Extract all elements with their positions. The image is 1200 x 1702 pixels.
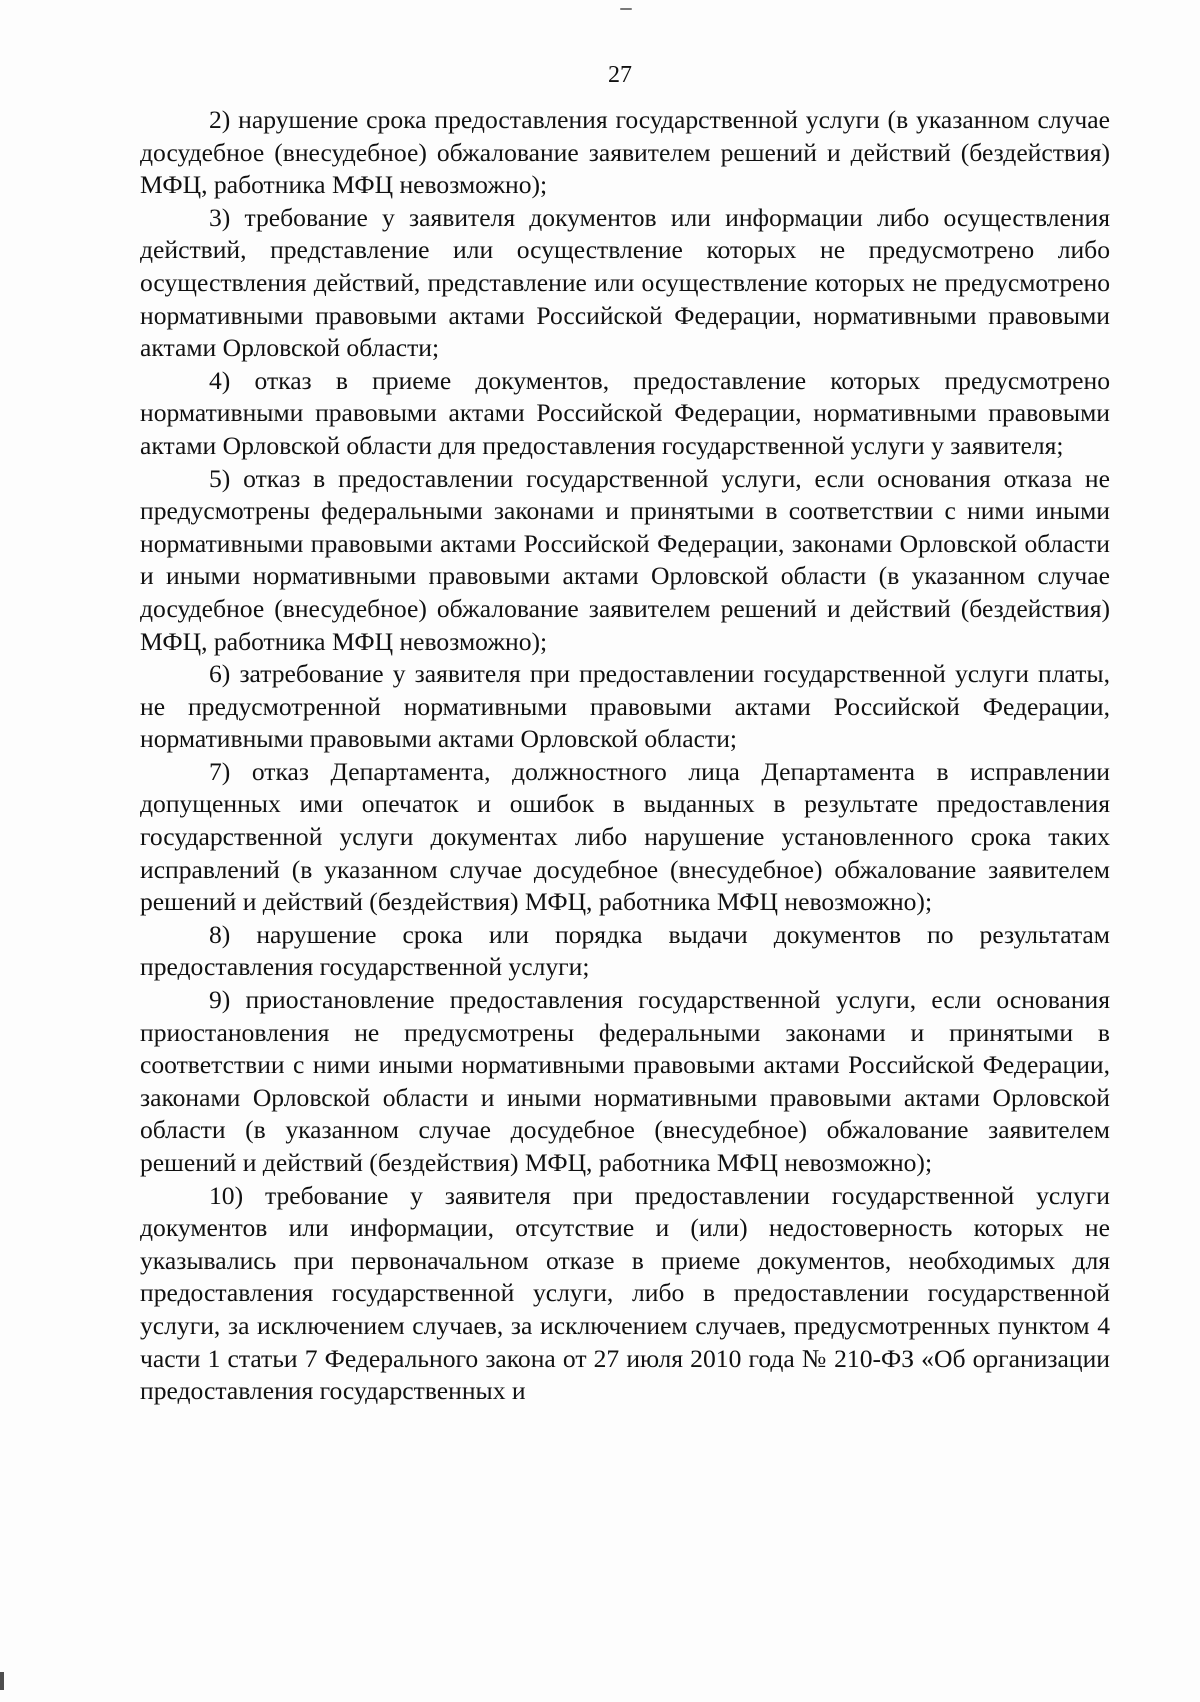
paragraph-item-7: 7) отказ Департамента, должностного лица Департамента в исправлении допущенных ими опечаток и ошибок в выданных в результате предоставления государственной услуги документах либо нарушение установленного срока таких исправлений (в указанном случае досудебное (внесудебное) обжалование заявителем решений и действий (бездействия) МФЦ, работника МФЦ невозможно); — [140, 756, 1110, 917]
paragraph-item-5: 5) отказ в предоставлении государственной услуги, если основания отказа не предусмотрены федеральными законами и принятыми в соответствии с ними иными нормативными правовыми актами Российской Федерации, законами Орловской области и иными нормативными правовыми актами Орловской области (в указанном случае досудебное (внесудебное) обжалование заявителем решений и действий (бездействия) МФЦ, работника МФЦ невозможно); — [140, 463, 1110, 656]
paragraph-item-3: 3) требование у заявителя документов или информации либо осуществления действий, представление или осуществление которых не предусмотрено либо осуществления действий, представление или осуществление которых не предусмотрено нормативными правовыми актами Российской Федерации, нормативными правовыми актами Орловской области; — [140, 202, 1110, 363]
paragraph-item-2: 2) нарушение срока предоставления государственной услуги (в указанном случае досудебное (внесудебное) обжалование заявителем решений и действий (бездействия) МФЦ, работника МФЦ невозможно); — [140, 105, 1110, 200]
page-number: 27 — [608, 62, 632, 88]
paragraph-item-6: 6) затребование у заявителя при предоставлении государственной услуги платы, не предусмотренной нормативными правовыми актами Российской Федерации, нормативными правовыми актами Орловской области; — [140, 659, 1110, 754]
paragraph-item-10: 10) требование у заявителя при предоставлении государственной услуги документов или информации, отсутствие и (или) недостоверность которых не указывались при первоначальном отказе в приеме документов, необходимых для предоставления государственной услуги, либо в предоставлении государственной услуги, за исключением случаев, за исключением случаев, предусмотренных пунктом 4 части 1 статьи 7 Федерального закона от 27 июля 2010 года № 210-ФЗ «Об организации предоставления государственных и — [140, 1180, 1110, 1406]
paragraph-item-4: 4) отказ в приеме документов, предоставление которых предусмотрено нормативными правовыми актами Российской Федерации, нормативными правовыми актами Орловской области для предоставления государственной услуги у заявителя; — [140, 365, 1110, 460]
scan-artifact — [620, 8, 632, 10]
paragraph-item-8: 8) нарушение срока или порядка выдачи документов по результатам предоставления государственной услуги; — [140, 919, 1110, 982]
document-body — [140, 104, 1110, 1408]
scan-artifact — [0, 1672, 4, 1690]
paragraph-item-9: 9) приостановление предоставления государственной услуги, если основания приостановления не предусмотрены федеральными законами и принятыми в соответствии с ними иными нормативными правовыми актами Российской Федерации, законами Орловской области и иными нормативными правовыми актами Орловской области (в указанном случае досудебное (внесудебное) обжалование заявителем решений и действий (бездействия) МФЦ, работника МФЦ невозможно); — [140, 985, 1110, 1177]
